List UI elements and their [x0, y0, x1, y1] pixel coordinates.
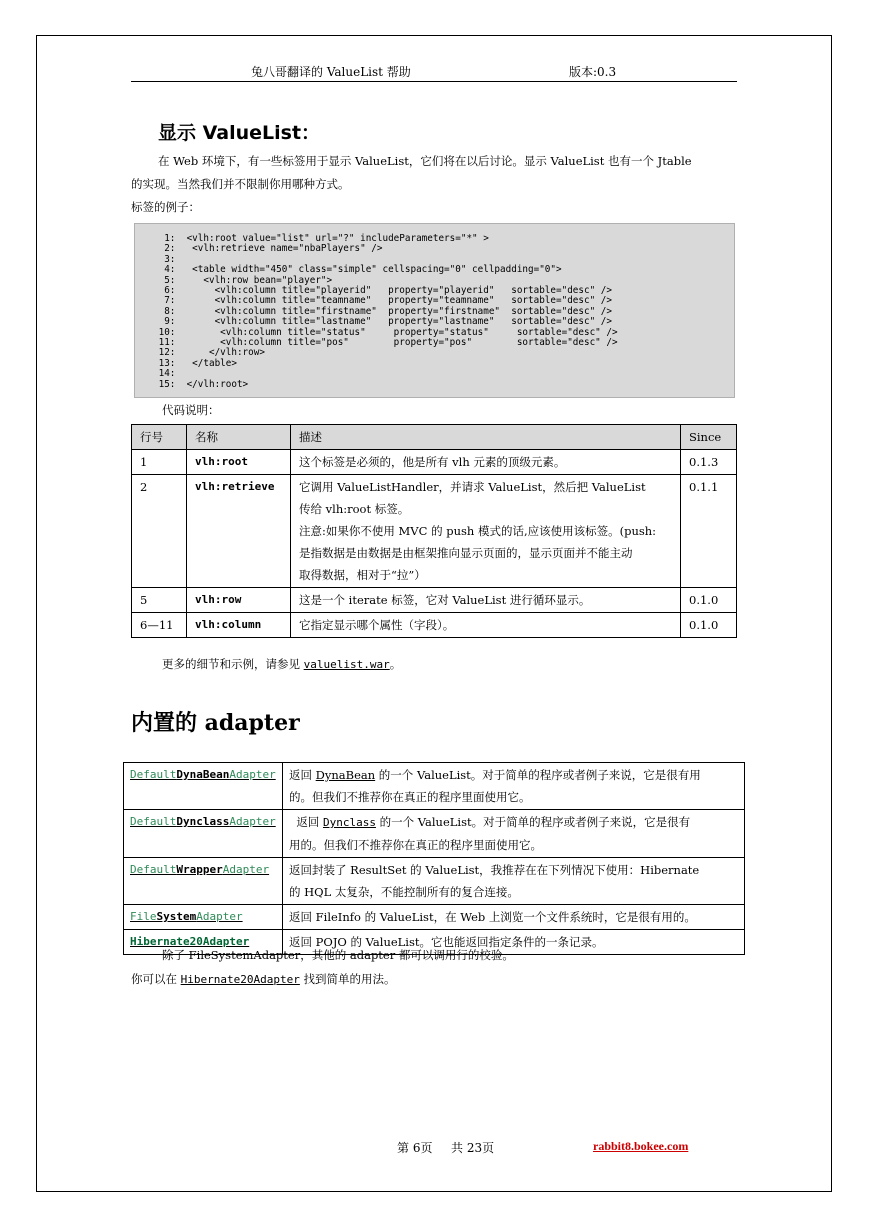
note-usage [131, 971, 396, 987]
cell-line: 6—11 [132, 613, 187, 638]
col-header-desc: 描述 [291, 425, 681, 450]
table-row [132, 450, 737, 475]
cell-line: 5 [132, 588, 187, 613]
adapter-desc: 返回封装了 ResultSet 的 ValueList，我推荐在在下列情况下使用：Hibernate 的 HQL 太复杂，不能控制所有的复合连接。 [283, 858, 745, 905]
adapter-desc: 返回 DynaBean 的一个 ValueList。对于简单的程序或者例子来说，它是很有用 的。但我们不推荐你在真正的程序里面使用它。 [283, 763, 745, 810]
table-row [124, 858, 745, 905]
cell-since: 0.1.3 [681, 450, 737, 475]
table-row [124, 810, 745, 858]
footer-page: 第 6页 [397, 1141, 433, 1155]
desc-line: 注意:如果你不使用 MVC 的 push 模式的话,应该使用该标签。(push: [299, 524, 657, 538]
intro-line-1: 在 Web 环境下，有一些标签用于显示 ValueList，它们将在以后讨论。显示 ValueList 也有一个 Jtable [158, 154, 692, 168]
header-title: 兔八哥翻译的 ValueList 帮助 [251, 65, 411, 79]
desc-line: 是指数据是由数据是由框架推向显示页面的，显示页面并不能主动 [299, 546, 633, 560]
valuelist-war-link[interactable]: valuelist.war [303, 658, 390, 671]
col-header-name: 名称 [187, 425, 291, 450]
code-caption: 代码说明： [162, 403, 220, 417]
tag-description-table [131, 424, 737, 638]
adapter-name-link[interactable]: Hibernate20Adapter [124, 930, 283, 955]
table-row [124, 905, 745, 930]
desc-line: 取得数据，相对于“拉”） [299, 568, 426, 582]
table-header-row [132, 425, 737, 450]
example-label: 标签的例子： [131, 200, 200, 214]
adapter-desc: 返回 FileInfo 的 ValueList，在 Web 上浏览一个文件系统时，它是很有用的。 [283, 905, 745, 930]
adapter-desc: 返回 POJO 的 ValueList。它也能返回指定条件的一条记录。 [283, 930, 745, 955]
cell-desc: 这个标签是必须的，他是所有 vlh 元素的顶级元素。 [291, 450, 681, 475]
adapter-table [123, 762, 745, 955]
dynabean-link[interactable]: DynaBean [315, 768, 376, 782]
footer-site-link[interactable]: rabbit8.bokee.com [593, 1139, 689, 1153]
note-prefix: 你可以在 [131, 972, 181, 986]
section-heading-adapter: 内置的 adapter [131, 710, 300, 736]
more-prefix: 更多的细节和示例，请参见 [162, 657, 304, 671]
note-validation: 除了 FileSystemAdapter，其他的 adapter 都可以调用行的校验。 [162, 948, 514, 962]
cell-line: 1 [132, 450, 187, 475]
dynclass-link[interactable]: Dynclass [322, 816, 376, 829]
table-row [132, 613, 737, 638]
hibernate20-link[interactable]: Hibernate20Adapter [180, 973, 300, 986]
footer-total: 共 23页 [451, 1141, 495, 1155]
cell-since: 0.1.0 [681, 613, 737, 638]
table-row [132, 475, 737, 588]
cell-name: vlh:retrieve [187, 475, 291, 588]
note-suffix: 找到简单的用法。 [299, 972, 396, 986]
cell-since: 0.1.1 [681, 475, 737, 588]
col-header-line: 行号 [132, 425, 187, 450]
cell-line: 2 [132, 475, 187, 588]
page-header [131, 60, 737, 82]
col-header-since: Since [681, 425, 737, 450]
section-heading-display: 显示 ValueList： [158, 122, 321, 144]
cell-name: vlh:column [187, 613, 291, 638]
cell-desc [291, 475, 681, 588]
more-suffix: 。 [389, 657, 402, 671]
adapter-desc: 返回 Dynclass 的一个 ValueList。对于简单的程序或者例子来说，它是很有 用的。但我们不推荐你在真正的程序里面使用它。 [283, 810, 745, 858]
cell-desc: 这是一个 iterate 标签，它对 ValueList 进行循环显示。 [291, 588, 681, 613]
adapter-name-link[interactable]: DefaultDynaBeanAdapter [124, 763, 283, 810]
table-row [124, 763, 745, 810]
cell-name: vlh:root [187, 450, 291, 475]
cell-name: vlh:row [187, 588, 291, 613]
cell-desc: 它指定显示哪个属性（字段）。 [291, 613, 681, 638]
code-text: 1: <vlh:root value="list" url="?" includeParameters="*" > 2: <vlh:retrieve name="nbaPlayers" /> 3: 4: <table width="450" class="simple" cellspacing="0" cellpadding="0"> 5: <vlh:row bean="player"> 6: <vlh:column title="playerid" property="playerid" sortable="desc" /> 7: <vlh:column title="teamname" property="teamname" sortable="desc" /> 8: <vlh:column title="firstname" property="firstname" sortable="desc" /> 9: <vlh:column title="lastname" property="lastname" sortable="desc" /> 10: <vlh:column title="status" property="status" sortable="desc" /> 11: <vlh:column title="pos" property="pos" sortable="desc" /> 12: </vlh:row> 13: </table> 14: 15: </vlh:root> [158, 233, 618, 390]
table-row [132, 588, 737, 613]
adapter-name-link[interactable]: FileSystemAdapter [124, 905, 283, 930]
adapter-name-link[interactable]: DefaultWrapperAdapter [124, 858, 283, 905]
code-block [134, 223, 735, 398]
desc-line: 它调用 ValueListHandler，并请求 ValueList，然后把 ValueList [299, 480, 646, 494]
desc-line: 传给 vlh:root 标签。 [299, 502, 410, 516]
header-version: 版本:0.3 [569, 65, 617, 79]
intro-line-2: 的实现。当然我们并不限制你用哪种方式。 [131, 177, 350, 191]
cell-since: 0.1.0 [681, 588, 737, 613]
more-info-line [162, 656, 401, 672]
adapter-name-link[interactable]: DefaultDynclassAdapter [124, 810, 283, 858]
